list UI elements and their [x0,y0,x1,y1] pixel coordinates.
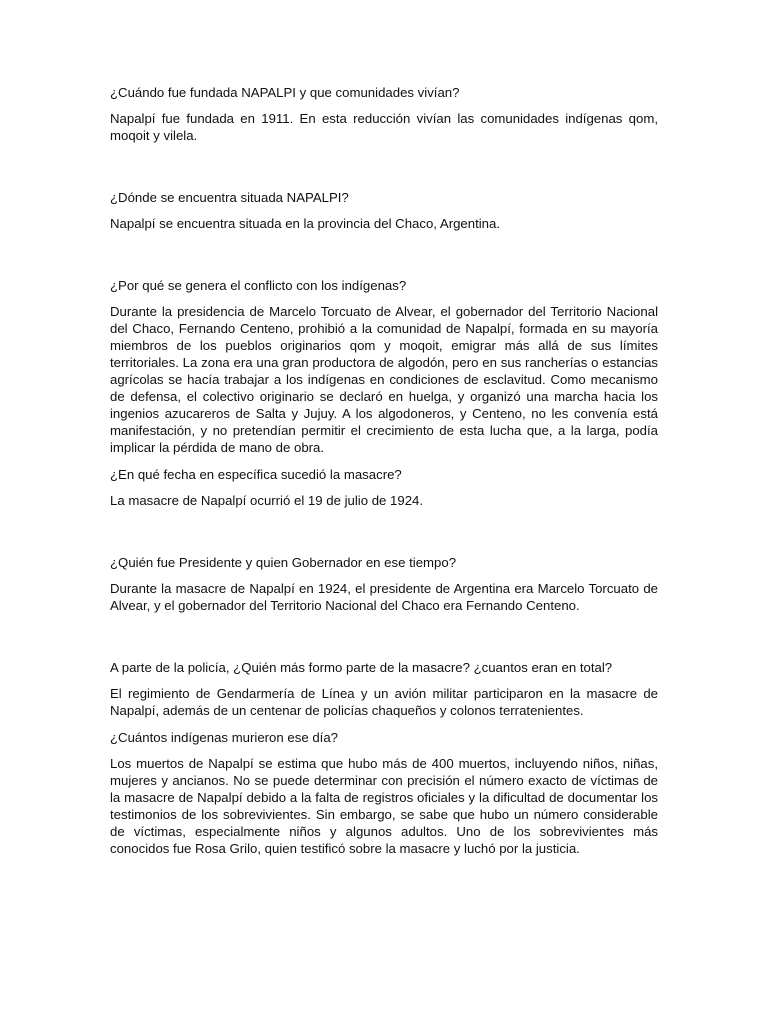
qa-participants [110,659,658,719]
qa-conflict [110,277,658,456]
qa-victims [110,729,658,857]
answer-founding: Napalpí fue fundada en 1911. En esta reducción vivían las comunidades indígenas qom, moqoit y vilela. [110,111,658,143]
qa-date [110,466,658,509]
answer-location: Napalpí se encuentra situada en la provincia del Chaco, Argentina. [110,216,501,231]
question-location: ¿Dónde se encuentra situada NAPALPI? [110,190,349,205]
answer-conflict: Durante la presidencia de Marcelo Torcuato de Alvear, el gobernador del Territorio Nacional del Chaco, Fernando Centeno, prohibió a la comunidad de Napalpí, formada en su mayoría miembros de los pueblos originarios qom y moqoit, emigrar más allá de sus límites territoriales. La zona era una gran productora de algodón, pero en sus rancherías o estancias agrícolas se hacía trabajar a los indígenas en condiciones de esclavitud. Como mecanismo de defensa, el colectivo originario se declaró en huelga, y organizó una marcha hacia los ingenios azucareros de Salta y Jujuy. A los algodoneros, y Centeno, no les convenía está manifestación, y no pretendían permitir el crecimiento de esta lucha que, a la larga, podía implicar la pérdida de mano de obra. [110,304,658,455]
spacer [110,144,658,189]
qa-location [110,189,658,232]
answer-authorities: Durante la masacre de Napalpí en 1924, el presidente de Argentina era Marcelo Torcuato de Alvear, y el gobernador del Territorio Nacional del Chaco era Fernando Centeno. [110,581,658,613]
answer-date: La masacre de Napalpí ocurrió el 19 de julio de 1924. [110,493,424,508]
qa-authorities [110,554,658,614]
spacer [110,719,658,729]
spacer [110,509,658,554]
question-date: ¿En qué fecha en específica sucedió la masacre? [110,467,402,482]
spacer [110,614,658,659]
question-authorities: ¿Quién fue Presidente y quien Gobernador en ese tiempo? [110,555,457,570]
answer-participants: El regimiento de Gendarmería de Línea y un avión militar participaron en la masacre de Napalpí, además de un centenar de policías chaqueños y colonos terratenientes. [110,686,658,718]
question-founding: ¿Cuándo fue fundada NAPALPI y que comunidades vivían? [110,85,460,100]
question-victims: ¿Cuántos indígenas murieron ese día? [110,730,338,745]
question-conflict: ¿Por qué se genera el conflicto con los indígenas? [110,278,407,293]
spacer [110,232,658,277]
answer-victims: Los muertos de Napalpí se estima que hubo más de 400 muertos, incluyendo niños, niñas, mujeres y ancianos. No se puede determinar con precisión el número exacto de víctimas de la masacre de Napalpí debido a la falta de registros oficiales y la dificultad de documentar los testimonios de los sobrevivientes. Sin embargo, se sabe que hubo un número considerable de víctimas, especialmente niños y algunos adultos. Uno de los sobrevivientes más conocidos fue Rosa Grilo, quien testificó sobre la masacre y luchó por la justicia. [110,756,658,856]
question-participants: A parte de la policía, ¿Quién más formo parte de la masacre? ¿cuantos eran en total? [110,660,613,675]
spacer [110,456,658,466]
qa-founding [110,84,658,144]
